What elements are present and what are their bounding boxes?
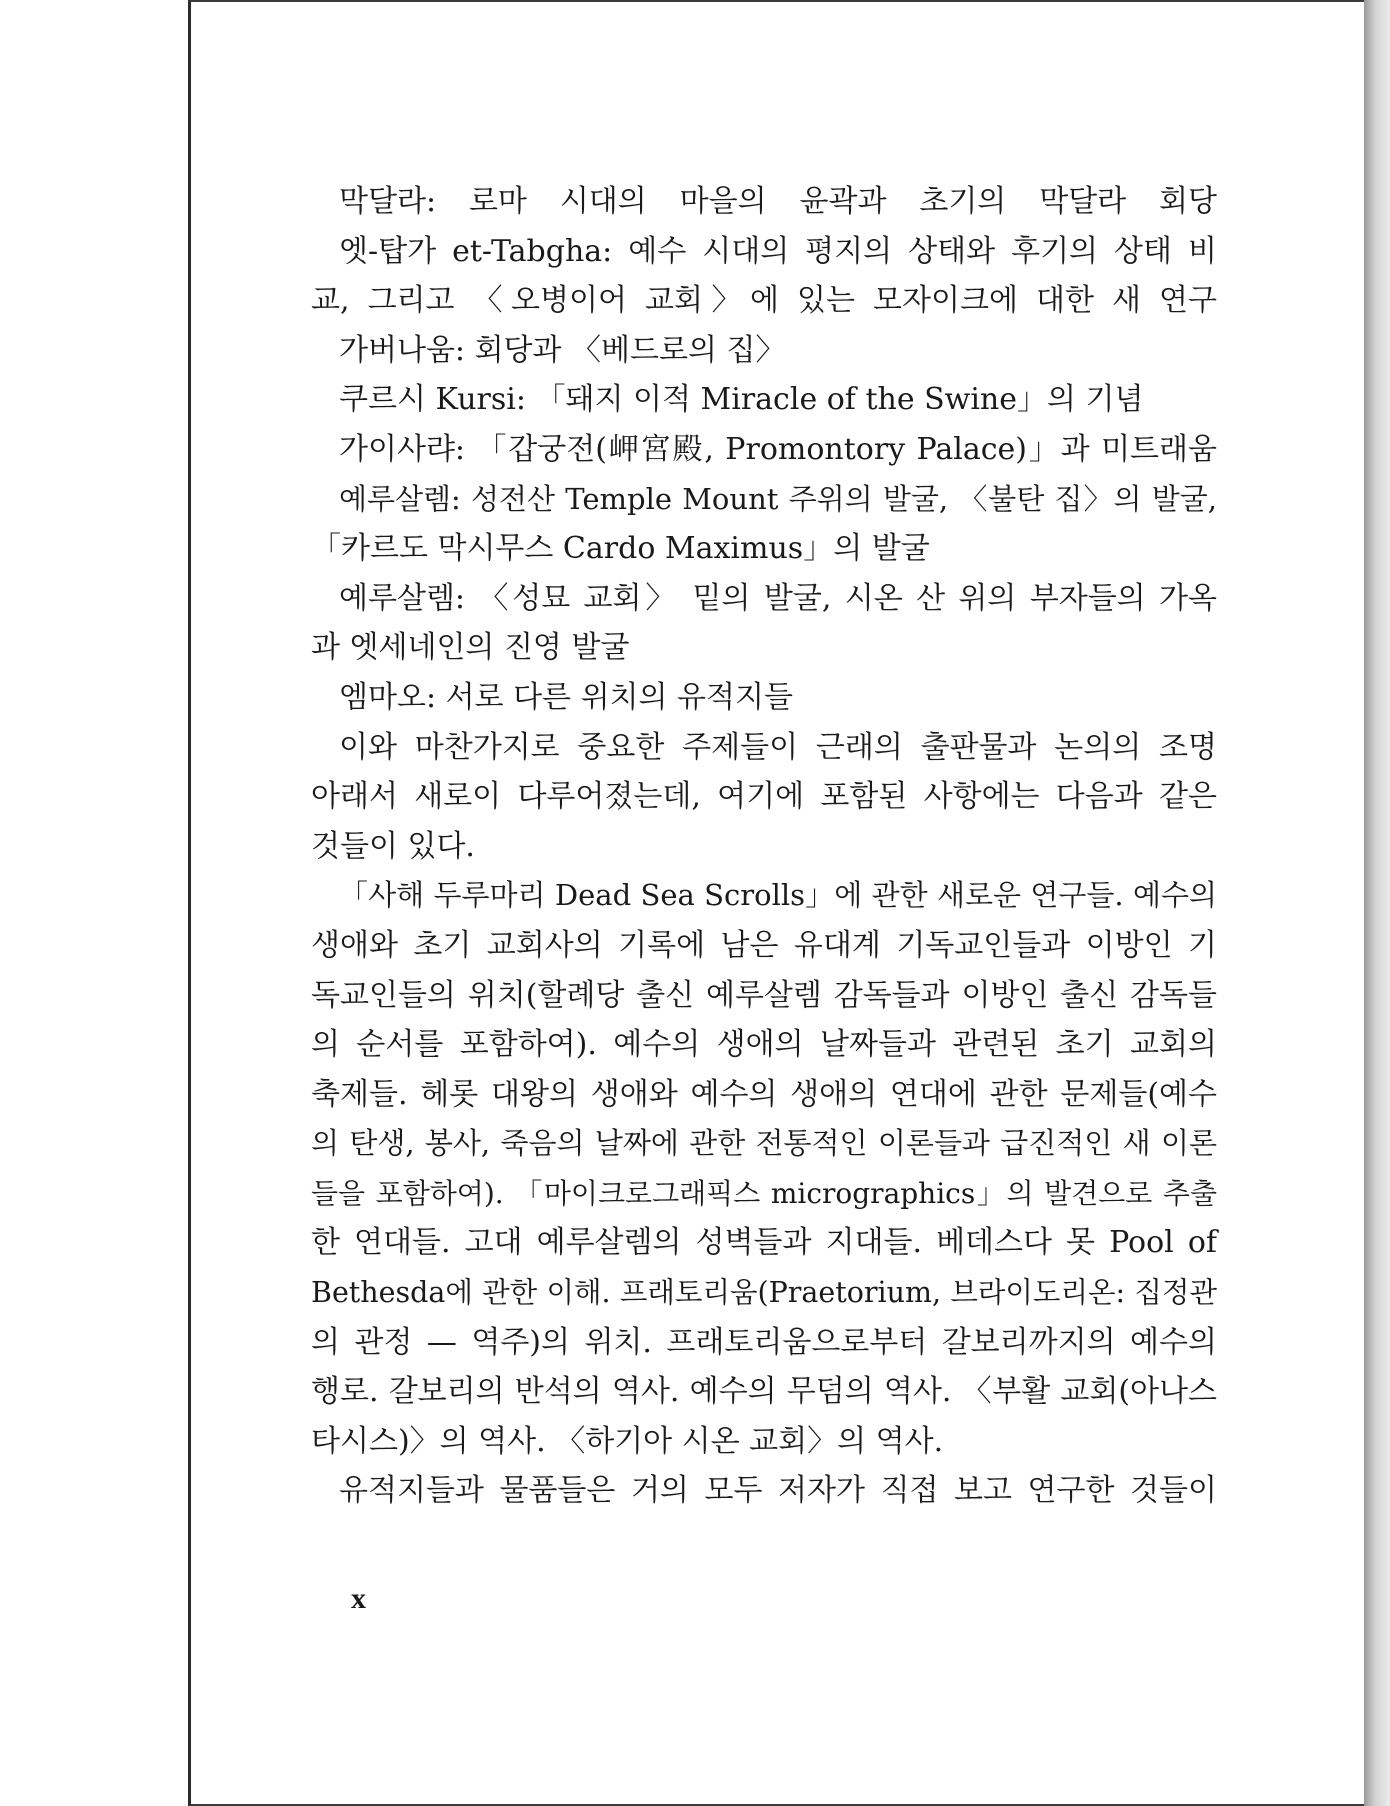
text-line: 생애와 초기 교회사의 기록에 남은 유대계 기독교인들과 이방인 기	[311, 927, 1217, 963]
text-line: 들을 포함하여). 「마이크로그래픽스 micrographics」의 발견으로 추출	[311, 1176, 1217, 1210]
text-line: 아래서 새로이 다루어졌는데, 여기에 포함된 사항에는 다음과 같은	[311, 779, 1217, 815]
text-line: 이와 마찬가지로 중요한 주제들이 근래의 출판물과 논의의 조명	[339, 729, 1217, 765]
text-line: 한 연대들. 고대 예루살렘의 성벽들과 지대들. 베데스다 못 Pool of	[311, 1225, 1217, 1261]
text-line: 것들이 있다.	[311, 828, 475, 864]
text-line: 행로. 갈보리의 반석의 역사. 예수의 무덤의 역사. 〈부활 교회(아나스	[311, 1374, 1217, 1410]
page-number: x	[351, 1582, 366, 1615]
body-text	[311, 177, 1217, 1516]
text-line: 예루살렘: 성전산 Temple Mount 주위의 발굴, 〈불탄 집〉의 발굴,	[339, 481, 1217, 516]
text-line: 쿠르시 Kursi: 「돼지 이적 Miracle of the Swine」의 기념	[339, 382, 1144, 418]
text-line: 예루살렘: 〈성묘 교회〉 밑의 발굴, 시온 산 위의 부자들의 가옥	[339, 580, 1217, 616]
text-line: 독교인들의 위치(할례당 출신 예루살렘 감독들과 이방인 출신 감독들	[311, 977, 1217, 1013]
text-line: 「사해 두루마리 Dead Sea Scrolls」에 관한 새로운 연구들. 예수의	[339, 878, 1217, 913]
left-scan-margin	[0, 0, 188, 1806]
text-line: 막달라: 로마 시대의 마을의 윤곽과 초기의 막달라 회당	[339, 184, 1217, 219]
text-line: 축제들. 헤롯 대왕의 생애와 예수의 생애의 연대에 관한 문제들(예수	[311, 1076, 1217, 1112]
text-line: 타시스)〉의 역사. 〈하기아 시온 교회〉의 역사.	[311, 1423, 944, 1459]
text-line: 엠마오: 서로 다른 위치의 유적지들	[339, 679, 793, 715]
text-line: 의 탄생, 봉사, 죽음의 날짜에 관한 전통적인 이론들과 급진적인 새 이론	[311, 1126, 1217, 1161]
text-line: 「카르도 막시무스 Cardo Maximus」의 발굴	[311, 531, 930, 567]
text-line: 유적지들과 물품들은 거의 모두 저자가 직접 보고 연구한 것들이	[339, 1473, 1217, 1509]
text-line: Bethesda에 관한 이해. 프래토리움(Praetorium, 브라이도리온: 집정관	[311, 1276, 1217, 1310]
book-page	[188, 0, 1364, 1806]
text-line: 엣-탑가 et-Tabgha: 예수 시대의 평지의 상태와 후기의 상태 비	[339, 233, 1217, 269]
page-edge-shadow	[1364, 0, 1390, 1806]
text-line: 과 엣세네인의 진영 발굴	[311, 630, 630, 666]
text-line: 의 순서를 포함하여). 예수의 생애의 날짜들과 관련된 초기 교회의	[311, 1027, 1217, 1063]
text-line: 가이사랴: 「갑궁전(岬宮殿, Promontory Palace)」과 미트래움	[339, 431, 1217, 467]
text-line: 가버나움: 회당과 〈베드로의 집〉	[339, 332, 786, 368]
text-line: 의 관정 — 역주)의 위치. 프래토리움으로부터 갈보리까지의 예수의	[311, 1324, 1217, 1360]
text-line: 교, 그리고 〈오병이어 교회〉에 있는 모자이크에 대한 새 연구	[311, 283, 1217, 319]
